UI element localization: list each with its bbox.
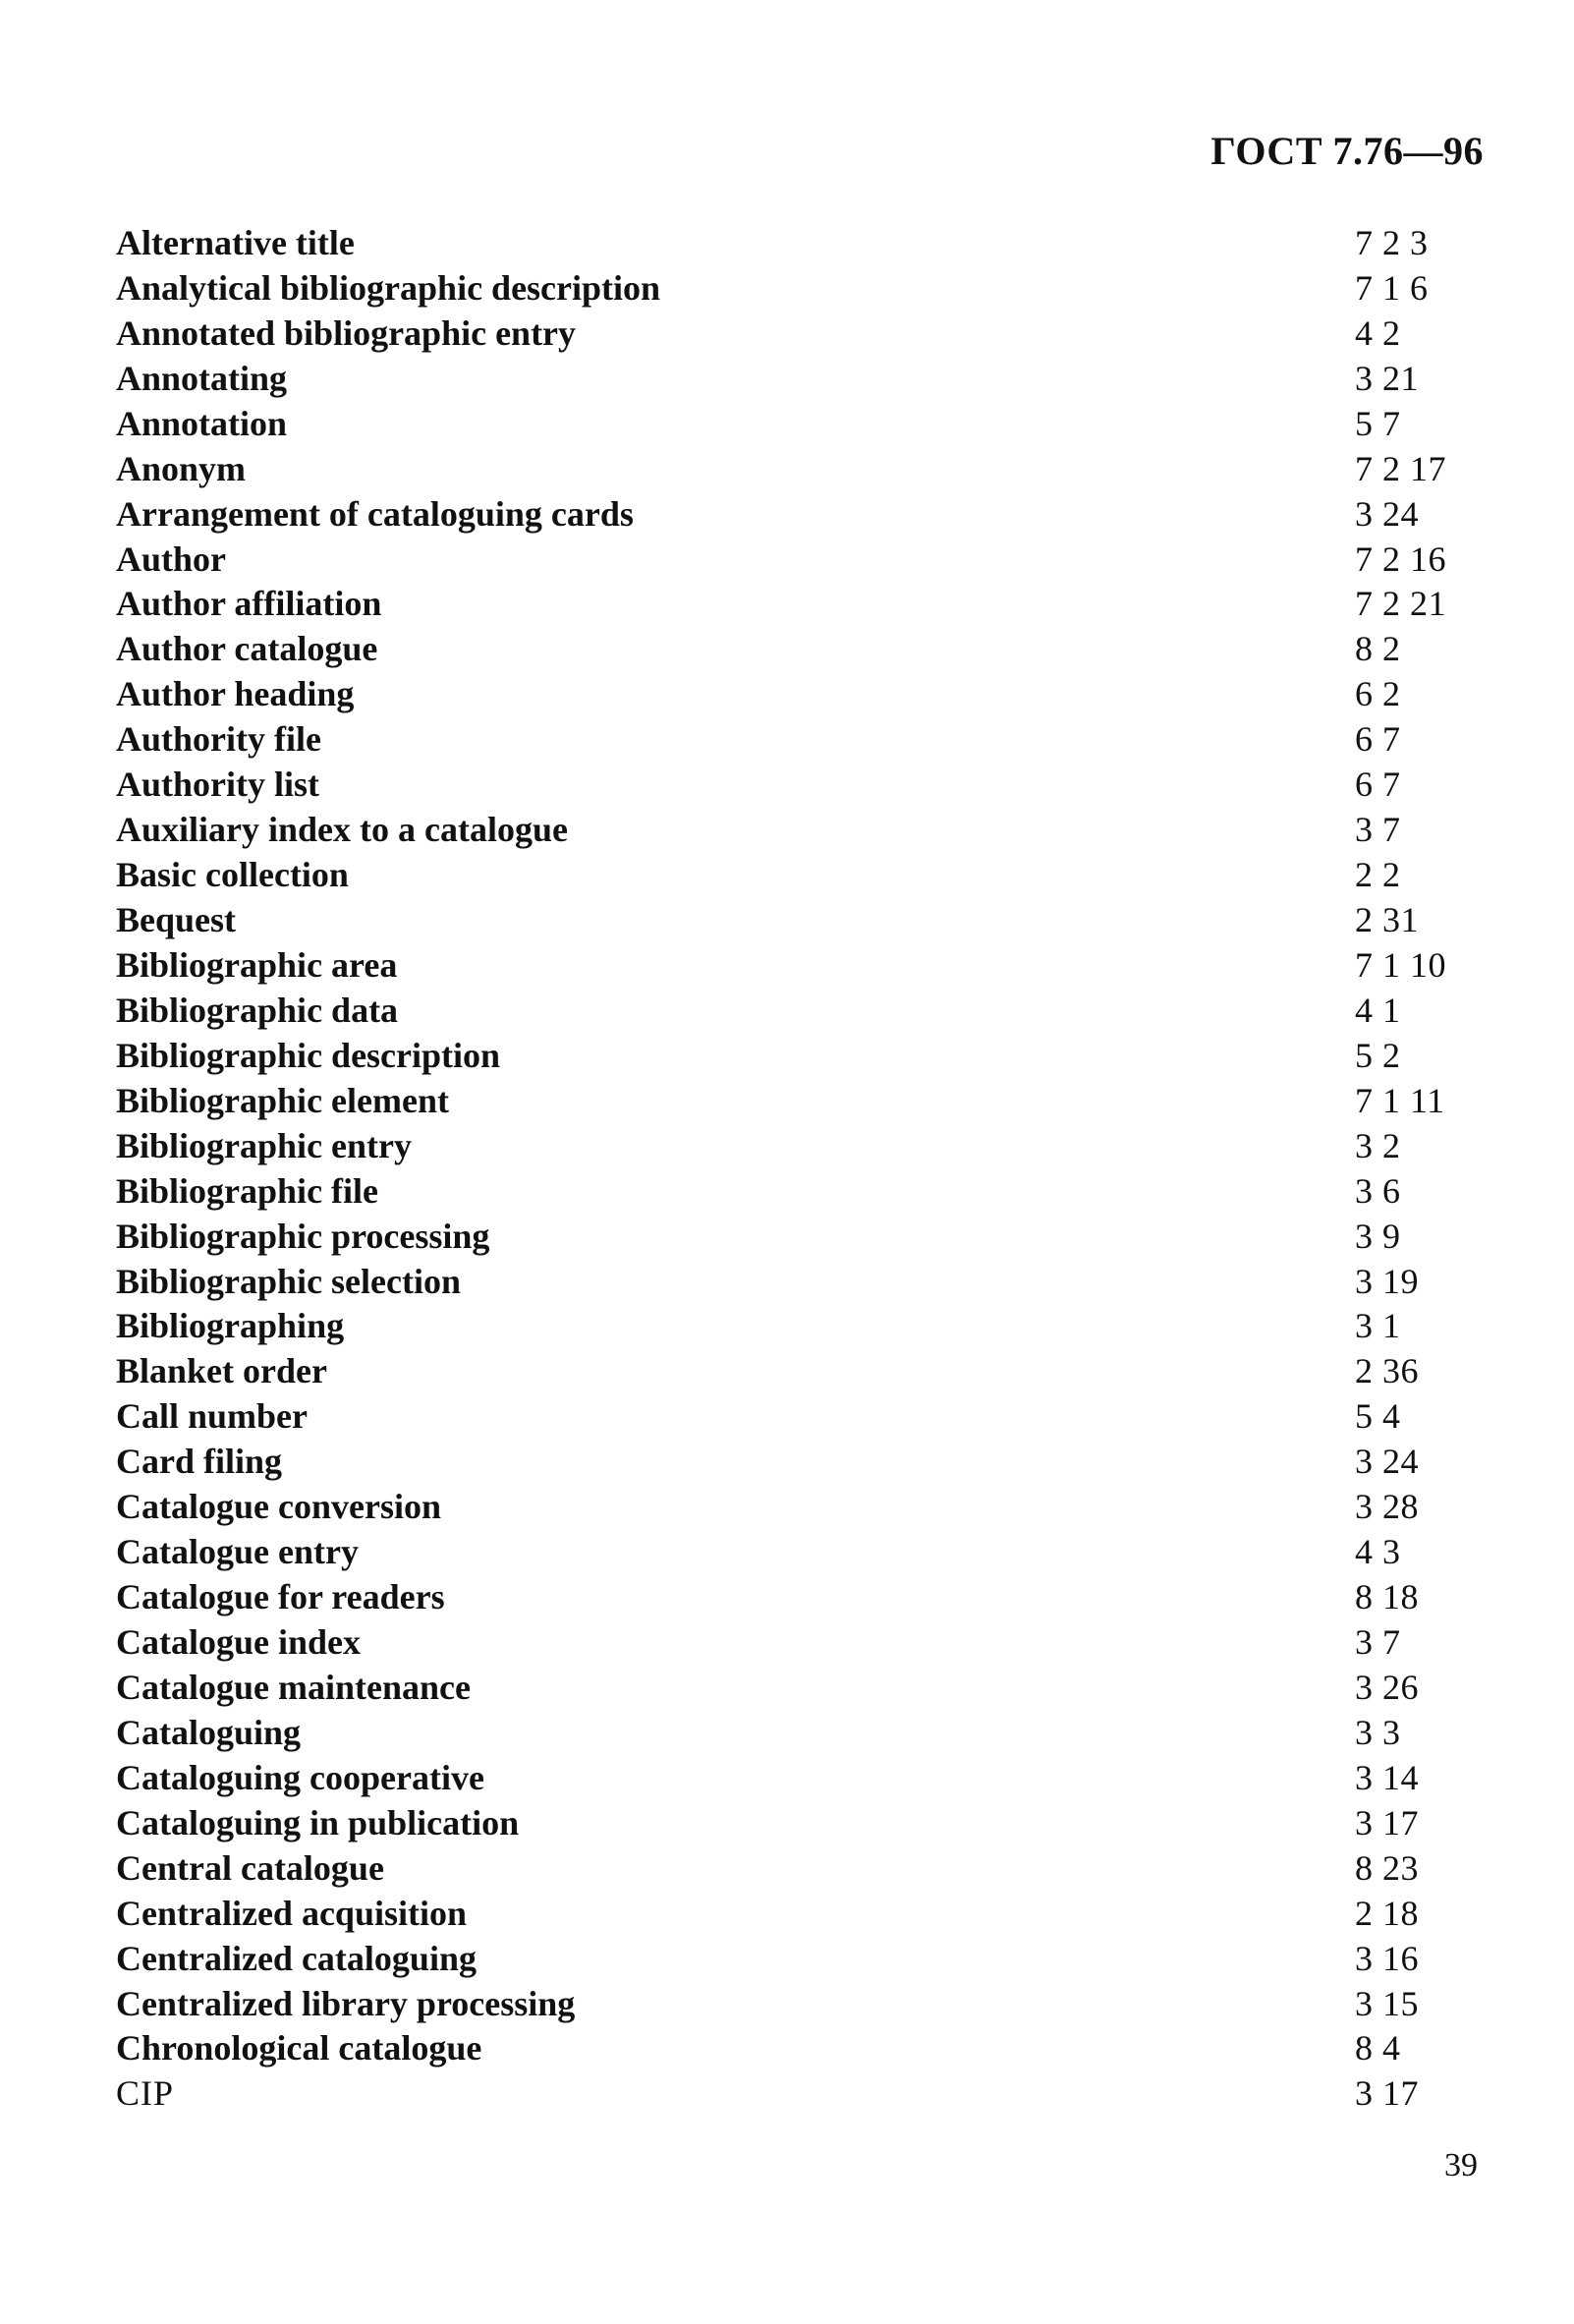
index-reference: 8 18: [1355, 1577, 1419, 1617]
index-entry: [116, 1574, 1491, 1619]
index-reference: 7 1 10: [1355, 944, 1446, 985]
index-reference: 7 2 3: [1355, 222, 1429, 262]
index-term: Basic collection: [116, 855, 349, 895]
index-term: Annotation: [116, 403, 288, 443]
index-term: Author affiliation: [116, 584, 382, 624]
index-reference: 7 2 17: [1355, 448, 1446, 488]
index-entry: [116, 446, 1491, 491]
index-term: Bibliographic processing: [116, 1216, 490, 1256]
index-entry: [116, 1936, 1491, 1981]
index-term: Bibliographic selection: [116, 1261, 461, 1301]
index-reference: 3 19: [1355, 1261, 1419, 1301]
index-term: Call number: [116, 1396, 309, 1437]
index-entry: [116, 1755, 1491, 1800]
index-entry: [116, 626, 1491, 671]
index-entry: [116, 1800, 1491, 1845]
index-entry: [116, 942, 1491, 988]
index-term: Catalogue entry: [116, 1532, 359, 1572]
index-entry: [116, 897, 1491, 942]
index-reference: 2 36: [1355, 1351, 1419, 1391]
index-reference: 2 18: [1355, 1893, 1419, 1933]
index-term: Bibliographic data: [116, 990, 399, 1030]
index-reference: 8 4: [1355, 2028, 1401, 2069]
index-term: Catalogue index: [116, 1622, 362, 1663]
index-entry: [116, 1665, 1491, 1710]
index-term: Bibliographing: [116, 1306, 345, 1346]
index-term: Bequest: [116, 900, 237, 940]
index-entry: [116, 988, 1491, 1033]
index-reference: 2 2: [1355, 855, 1401, 895]
index-entry: [116, 265, 1491, 311]
index-entry: [116, 356, 1491, 401]
index-entry: [116, 1484, 1491, 1529]
index-term: Centralized acquisition: [116, 1893, 467, 1933]
index-entry: [116, 1981, 1491, 2026]
index-term: Bibliographic area: [116, 944, 398, 985]
index-term: Centralized library processing: [116, 1983, 576, 2023]
index-reference: 3 3: [1355, 1712, 1401, 1752]
index-reference: 4 1: [1355, 990, 1401, 1030]
index-reference: 2 31: [1355, 900, 1419, 940]
index-entry: [116, 311, 1491, 356]
index-term: Blanket order: [116, 1351, 327, 1391]
index-term: CIP: [116, 2073, 175, 2114]
index-reference: 3 16: [1355, 1938, 1419, 1978]
index-reference: 6 7: [1355, 719, 1401, 760]
index-reference: 3 21: [1355, 358, 1419, 398]
index-entry: [116, 1348, 1491, 1393]
index-reference: 7 1 11: [1355, 1080, 1445, 1120]
index-reference: 3 26: [1355, 1667, 1419, 1707]
index-entry: [116, 401, 1491, 446]
index-term: Central catalogue: [116, 1847, 384, 1888]
document-header: ГОСТ 7.76—96: [1210, 129, 1484, 173]
index-reference: 3 1: [1355, 1306, 1401, 1346]
index-term: Author heading: [116, 674, 355, 714]
index-reference: 3 14: [1355, 1757, 1419, 1797]
index-term: Annotated bibliographic entry: [116, 312, 577, 353]
index-entry: [116, 1710, 1491, 1755]
index-entry: [116, 1891, 1491, 1936]
index-term: Anonym: [116, 448, 247, 488]
index-reference: 3 9: [1355, 1216, 1401, 1256]
index-reference: 5 4: [1355, 1396, 1401, 1437]
index-reference: 5 2: [1355, 1035, 1401, 1075]
index-term: Alternative title: [116, 222, 355, 262]
index-entry: [116, 807, 1491, 852]
index-reference: 3 7: [1355, 810, 1401, 850]
index-entry: [116, 537, 1491, 582]
index-reference: 7 1 6: [1355, 267, 1429, 308]
index-term: Author: [116, 538, 227, 579]
index-term: Catalogue conversion: [116, 1487, 441, 1527]
index-entry: [116, 1393, 1491, 1439]
index-reference: 8 2: [1355, 629, 1401, 669]
index-reference: 4 3: [1355, 1532, 1401, 1572]
index-term: Bibliographic description: [116, 1035, 501, 1075]
index-reference: 8 23: [1355, 1847, 1419, 1888]
index-reference: 6 2: [1355, 674, 1401, 714]
index-entry: [116, 1619, 1491, 1665]
index-term: Annotating: [116, 358, 288, 398]
index-term: Analytical bibliographic description: [116, 267, 661, 308]
index-entry: [116, 491, 1491, 537]
index-term: Authority file: [116, 719, 321, 760]
index-entry: [116, 1259, 1491, 1304]
index-entry: [116, 1033, 1491, 1078]
index-entry: [116, 1078, 1491, 1123]
index-reference: 3 17: [1355, 2073, 1419, 2114]
index-reference: 3 15: [1355, 1983, 1419, 2023]
index-term: Author catalogue: [116, 629, 378, 669]
index-entry: [116, 671, 1491, 716]
index-entry: [116, 2026, 1491, 2071]
index-reference: 4 2: [1355, 312, 1401, 353]
index-term: Bibliographic file: [116, 1170, 379, 1211]
index-entry: [116, 1304, 1491, 1349]
index-reference: 7 2 16: [1355, 538, 1446, 579]
index-reference: 3 7: [1355, 1622, 1401, 1663]
index-reference: 3 24: [1355, 493, 1419, 534]
index-entry: [116, 2070, 1491, 2116]
index-reference: 3 2: [1355, 1125, 1401, 1165]
index-term: Arrangement of cataloguing cards: [116, 493, 634, 534]
index-entry: [116, 716, 1491, 762]
index-term: Bibliographic entry: [116, 1125, 413, 1165]
index-term: Centralized cataloguing: [116, 1938, 477, 1978]
index-reference: 7 2 21: [1355, 584, 1446, 624]
index-term: Catalogue for readers: [116, 1577, 445, 1617]
index-term: Card filing: [116, 1442, 283, 1482]
index-reference: 6 7: [1355, 765, 1401, 805]
index-entry: [116, 1845, 1491, 1891]
index-term: Authority list: [116, 765, 319, 805]
index-reference: 3 6: [1355, 1170, 1401, 1211]
index-reference: 3 28: [1355, 1487, 1419, 1527]
index-entry: [116, 852, 1491, 897]
index-entry: [116, 762, 1491, 807]
index-term: Catalogue maintenance: [116, 1667, 471, 1707]
index-term: Cataloguing: [116, 1712, 302, 1752]
index-entry: [116, 220, 1491, 265]
index-term: Cataloguing cooperative: [116, 1757, 484, 1797]
term-index-list: [116, 220, 1491, 2116]
index-term: Cataloguing in publication: [116, 1802, 520, 1842]
page-number: 39: [1444, 2147, 1478, 2183]
index-reference: 5 7: [1355, 403, 1401, 443]
index-reference: 3 24: [1355, 1442, 1419, 1482]
index-entry: [116, 1529, 1491, 1574]
index-reference: 3 17: [1355, 1802, 1419, 1842]
index-entry: [116, 1123, 1491, 1168]
index-entry: [116, 1439, 1491, 1484]
index-term: Auxiliary index to a catalogue: [116, 810, 568, 850]
index-term: Bibliographic element: [116, 1080, 449, 1120]
index-entry: [116, 1168, 1491, 1214]
index-entry: [116, 1214, 1491, 1259]
index-term: Chronological catalogue: [116, 2028, 482, 2069]
index-entry: [116, 582, 1491, 627]
